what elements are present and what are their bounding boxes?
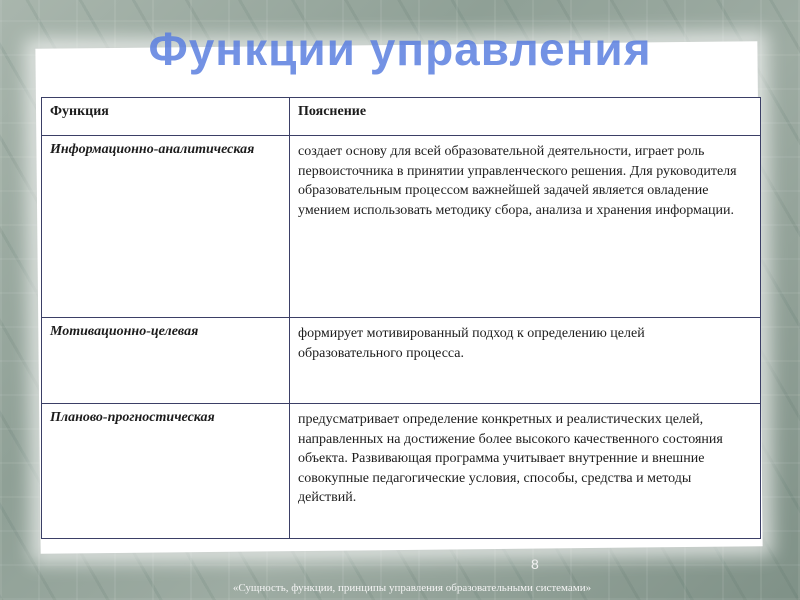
functions-table bbox=[41, 97, 761, 539]
function-description: предусматривает определение конкретных и реалистических целей, направленных на достижение более высокого качественного состояния объекта. Развивающая программа учитывает внутренние и внешние совокупные педагогические условия, способы, средства и методы действий. bbox=[290, 404, 761, 539]
header-explanation: Пояснение bbox=[290, 98, 761, 136]
header-function: Функция bbox=[42, 98, 290, 136]
function-description: создает основу для всей образовательной деятельности, играет роль первоисточника в принятии управленческого решения. Для руководителя образовательным процессом важнейшей задачей является овладение умением использовать методику сбора, анализа и хранения информации. bbox=[290, 136, 761, 318]
function-description: формирует мотивированный подход к определению целей образовательного процесса. bbox=[290, 318, 761, 404]
page-number: 8 bbox=[531, 556, 539, 572]
function-name: Информационно-аналитическая bbox=[42, 136, 290, 318]
footer-caption: «Сущность, функции, принципы управления образовательными системами» bbox=[232, 582, 592, 594]
slide-title: Функции управления bbox=[148, 23, 652, 75]
table-row bbox=[42, 136, 761, 318]
function-name: Мотивационно-целевая bbox=[42, 318, 290, 404]
table-header-row bbox=[42, 98, 761, 136]
function-name: Планово-прогностическая bbox=[42, 404, 290, 539]
table-row bbox=[42, 318, 761, 404]
table-row bbox=[42, 404, 761, 539]
